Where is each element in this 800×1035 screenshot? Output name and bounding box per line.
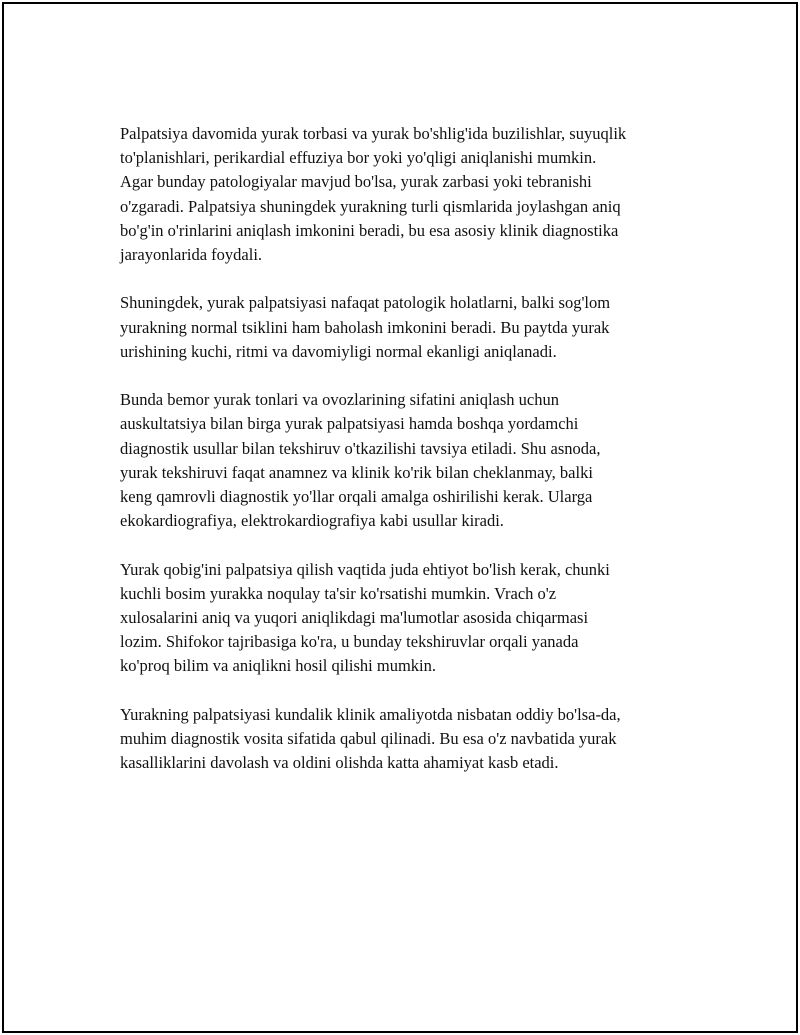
paragraph-3: Bunda bemor yurak tonlari va ovozlarining sifatini aniqlash uchun auskultatsiya bilan birga yurak palpatsiyasi hamda boshqa yordamchi diagnostik usullar bilan tekshiruv o'tkazilishi tavsiya etiladi. Shu asnoda, yurak tekshiruvi faqat anamnez va klinik ko'rik bilan cheklanmay, balki keng qamrovli diagnostik yo'llar orqali amalga oshirilishi kerak. Ularga ekokardiografiya, elektrokardiografiya kabi usullar kiradi. xyxy=(120,390,601,531)
paragraph-4: Yurak qobig'ini palpatsiya qilish vaqtida juda ehtiyot bo'lish kerak, chunki kuchli bosim yurakka noqulay ta'sir ko'rsatishi mumkin. Vrach o'z xulosalarini aniq va yuqori aniqlikdagi ma'lumotlar asosida chiqarmasi lozim. Shifokor tajribasiga ko'ra, u bunday tekshiruvlar orqali yanada ko'proq bilim va aniqlikni hosil qilishi mumkin. xyxy=(120,559,610,676)
paragraph-2: Shuningdek, yurak palpatsiyasi nafaqat patologik holatlarni, balki sog'lom yurakning normal tsiklini ham baholash imkonini beradi. Bu paytda yurak urishining kuchi, ritmi va davomiyligi normal ekanligi aniqlanadi. xyxy=(120,293,611,361)
paragraph-1: Palpatsiya davomida yurak torbasi va yurak bo'shlig'ida buzilishlar, suyuqlik to'planishlari, perikardial effuziya bor yoki yo'qligi aniqlanishi mumkin. Agar bunday patologiyalar mavjud bo'lsa, yurak zarbasi yoki tebranishi o'zgaradi. Palpatsiya shuningdek yurakning turli qismlarida joylashgan aniq bo'g'in o'rinlarini aniqlash imkonini beradi, bu esa asosiy klinik diagnostika jarayonlarida foydali. xyxy=(120,124,627,265)
document-body xyxy=(120,122,700,775)
paragraph-5: Yurakning palpatsiyasi kundalik klinik amaliyotda nisbatan oddiy bo'lsa-da, muhim diagnostik vosita sifatida qabul qilinadi. Bu esa o'z navbatida yurak kasalliklarini davolash va oldini olishda katta ahamiyat kasb etadi. xyxy=(120,704,621,773)
page-frame xyxy=(2,2,798,1033)
